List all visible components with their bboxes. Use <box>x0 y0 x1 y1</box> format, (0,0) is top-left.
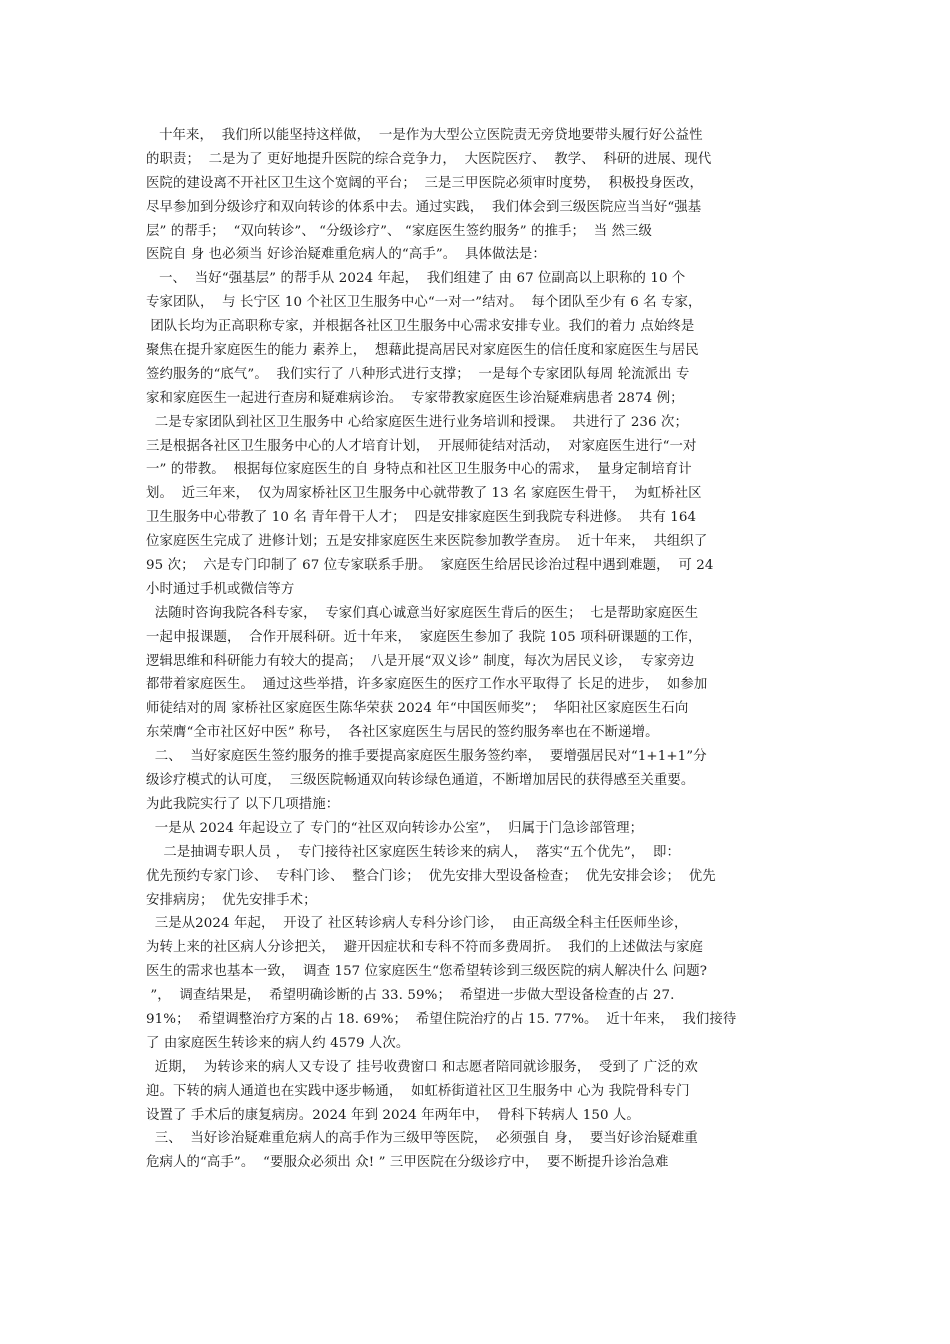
text-line: 安排病房； 优先安排手术； <box>146 892 317 908</box>
text-line: 91%； 希望调整治疗方案的占 18. 69%； 希望住院治疗的占 15. 77%。 近十年来， 我们接待 <box>146 1011 737 1027</box>
text-line: 法随时咨询我院各科专家， 专家们真心诚意当好家庭医生背后的医生； 七是帮助家庭医生 <box>146 605 699 621</box>
text-line: 一” 的带教。 根据每位家庭医生的自 身特点和社区卫生服务中心的需求， 量身定制培育计 <box>146 462 692 478</box>
text-line: 医院自 身 也必须当 好诊治疑难重危病人的“高手”。 具体做法是： <box>146 247 546 263</box>
text-line: 医生的需求也基本一致， 调查 157 位家庭医生“您希望转诊到三级医院的病人解决什么 问题? <box>146 964 708 980</box>
text-line: 的职责； 二是为了 更好地提升医院的综合竞争力， 大医院医疗、 教学、 科研的进展、现代 <box>146 151 712 167</box>
text-line: 家和家庭医生一起进行查房和疑难病诊治。 专家带教家庭医生诊治疑难病患者 2874 例； <box>146 390 684 406</box>
text-line: 一、 当好“强基层” 的帮手从 2024 年起， 我们组建了 由 67 位副高以上职称的 10 个 <box>146 271 686 287</box>
text-line: 设置了 手术后的康复病房。2024 年到 2024 年两年中， 骨科下转病人 150 人。 <box>146 1107 640 1123</box>
text-line: 级诊疗模式的认可度， 三级医院畅通双向转诊绿色通道，不断增加居民的获得感至关重要。 <box>146 773 695 789</box>
text-line: 医院的建设离不开社区卫生这个宽阔的平台； 三是三甲医院必须审时度势， 积极投身医改， <box>146 175 704 191</box>
text-line: 优先预约专家门诊、 专科门诊、 整合门诊； 优先安排大型设备检查； 优先安排会诊； 优先 <box>146 868 716 884</box>
text-line: 签约服务的“底气”。 我们实行了 八种形式进行支撑； 一是每个专家团队每周 轮流派出 专 <box>146 366 690 382</box>
text-line: 都带着家庭医生。 通过这些举措，许多家庭医生的医疗工作水平取得了 长足的进步， 如参加 <box>146 677 708 693</box>
text-line: 三、 当好诊治疑难重危病人的高手作为三级甲等医院， 必须强自 身， 要当好诊治疑难重 <box>146 1131 698 1147</box>
text-line: 位家庭医生完成了 进修计划；五是安排家庭医生来医院参加教学查房。 近十年来， 共组织了 <box>146 534 708 550</box>
text-line: 团队长均为正高职称专家，并根据各社区卫生服务中心需求安排专业。我们的着力 点始终是 <box>146 319 695 335</box>
text-line: 二是抽调专职人员 ， 专门接待社区家庭医生转诊来的病人， 落实“五个优先”， 即： <box>146 844 680 860</box>
text-line: 迎。下转的病人通道也在实践中逐步畅通， 如虹桥街道社区卫生服务中 心为 我院骨科专门 <box>146 1083 690 1099</box>
text-line: 一起申报课题， 合作开展科研。近十年来， 家庭医生参加了 我院 105 项科研课题的工作， <box>146 629 702 645</box>
text-line: 十年来， 我们所以能坚持这样做， 一是作为大型公立医院责无旁贷地要带头履行好公益性 <box>146 128 703 143</box>
text-line: 划。 近三年来， 仅为周家桥社区卫生服务中心就带教了 13 名 家庭医生骨干， 为虹桥社区 <box>146 486 702 502</box>
text-line: 近期， 为转诊来的病人又专设了 挂号收费窗口 和志愿者陪同就诊服务， 受到了 广泛的欢 <box>146 1059 698 1075</box>
body-text <box>146 124 814 1175</box>
text-line: 师徒结对的周 家桥社区家庭医生陈华荣获 2024 年“中国医师奖”； 华阳社区家庭医生石向 <box>146 701 689 717</box>
text-line: 二是专家团队到社区卫生服务中 心给家庭医生进行业务培训和授课。 共进行了 236 次； <box>146 414 689 430</box>
text-line: 小时通过手机或微信等方 <box>146 581 295 597</box>
text-line: 聚焦在提升家庭医生的能力 素养上， 想藉此提高居民对家庭医生的信任度和家庭医生与居民 <box>146 343 699 359</box>
text-line: 层” 的帮手； “双向转诊”、 “分级诊疗”、 “家庭医生签约服务” 的推手； 当 然三级 <box>146 223 653 239</box>
text-line: 尽早参加到分级诊疗和双向转诊的体系中去。通过实践， 我们体会到三级医院应当当好“强基 <box>146 199 702 215</box>
text-line: 为转上来的社区病人分诊把关， 避开因症状和专科不符而多费周折。 我们的上述做法与家庭 <box>146 940 704 956</box>
text-line: 为此我院实行了 以下几项措施： <box>146 796 340 812</box>
text-line: 三是从2024 年起， 开设了 社区转诊病人专科分诊门诊， 由正高级全科主任医师坐诊， <box>146 916 688 932</box>
text-line: 危病人的“高手”。 “要服众必须出 众! ” 三甲医院在分级诊疗中， 要不断提升诊治急难 <box>146 1155 669 1171</box>
text-line: 95 次； 六是专门印制了 67 位专家联系手册。 家庭医生给居民诊治过程中遇到难题， 可 24 <box>146 558 714 574</box>
text-line: 一是从 2024 年起设立了 专门的“社区双向转诊办公室”， 归属于门急诊部管理； <box>146 820 644 836</box>
text-line: 东荣膺“全市社区好中医” 称号， 各社区家庭医生与居民的签约服务率也在不断递增。 <box>146 725 659 741</box>
text-line: 逻辑思维和科研能力有较大的提高； 八是开展“双义诊” 制度，每次为居民义诊， 专家旁边 <box>146 653 695 669</box>
text-line: 专家团队， 与 长宁区 10 个社区卫生服务中心“一对一”结对。 每个团队至少有 6 名 专家， <box>146 295 702 311</box>
text-line: 了 由家庭医生转诊来的病人约 4579 人次。 <box>146 1035 410 1051</box>
text-line: 三是根据各社区卫生服务中心的人才培育计划， 开展师徒结对活动， 对家庭医生进行“一对 <box>146 438 697 454</box>
text-line: 卫生服务中心带教了 10 名 青年骨干人才； 四是安排家庭医生到我院专科进修。 共有 164 <box>146 510 697 526</box>
text-line: 二、 当好家庭医生签约服务的推手要提高家庭医生服务签约率， 要增强居民对“1+1+1”分 <box>146 749 707 765</box>
text-line: ”， 调查结果是， 希望明确诊断的占 33. 59%； 希望进一步做大型设备检查的占 27. <box>146 988 675 1004</box>
